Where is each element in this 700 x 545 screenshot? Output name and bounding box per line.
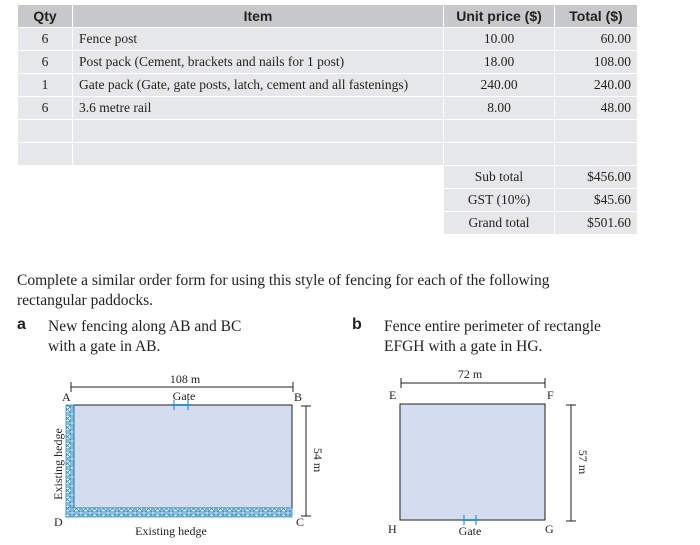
cell-qty: 6 [18,51,73,74]
summary-row-grand-total [18,212,638,235]
table-row [18,74,638,97]
header-item: Item [73,5,444,28]
hedge-left-label: Existing hedge [51,428,65,500]
width-label-a: 108 m [169,372,201,386]
cell-total: 108.00 [555,51,638,74]
table-header-row [18,5,638,28]
vertex-d: D [54,515,63,529]
table-row [18,51,638,74]
table-row-empty [18,120,638,143]
header-qty: Qty [18,5,73,28]
width-label-b: 72 m [457,367,483,381]
instructions-line-1: Complete a similar order form for using this style of fencing for each of the following [17,272,550,289]
cell-unit-price: 18.00 [444,51,555,74]
vertex-e: E [389,388,397,402]
vertex-a: A [62,390,71,404]
cell-item: 3.6 metre rail [73,97,444,120]
summary-row-gst [18,189,638,212]
question-a-line-1: New fencing along AB and BC [48,318,242,335]
question-b-label: b [352,316,362,333]
vertex-f: F [547,388,554,402]
question-a-line-2: with a gate in AB. [48,338,161,355]
cell-qty: 6 [18,97,73,120]
cell-item: Fence post [73,28,444,51]
gate-label-b: Gate [458,524,482,538]
hedge-left [66,405,74,517]
header-total: Total ($) [555,5,638,28]
hedge-bottom-label: Existing hedge [135,524,207,538]
summary-row-subtotal [18,166,638,189]
height-label-a: 54 m [311,447,325,473]
subtotal-value: $456.00 [555,166,638,189]
diagram-paddock-a [0,360,350,545]
paddock-abcd [74,405,292,508]
table-row [18,28,638,51]
header-unit-price: Unit price ($) [444,5,555,28]
question-b-line-2: EFGH with a gate in HG. [384,338,543,355]
grand-total-label: Grand total [444,212,555,235]
gate-label-a: Gate [172,389,196,403]
table-row-empty [18,143,638,166]
cell-total: 48.00 [555,97,638,120]
instructions-line-2: rectangular paddocks. [17,292,153,309]
cell-unit-price: 8.00 [444,97,555,120]
height-label-b: 57 m [576,449,590,475]
cell-qty: 1 [18,74,73,97]
order-form-table [17,4,638,235]
grand-total-value: $501.60 [555,212,638,235]
vertex-g: G [545,522,554,536]
gst-value: $45.60 [555,189,638,212]
cell-item: Post pack (Cement, brackets and nails for 1 post) [73,51,444,74]
cell-unit-price: 240.00 [444,74,555,97]
paddock-efgh [400,404,545,520]
hedge-bottom [66,508,292,517]
question-b-line-1: Fence entire perimeter of rectangle [384,318,601,335]
subtotal-label: Sub total [444,166,555,189]
diagram-paddock-b [360,360,600,545]
gst-label: GST (10%) [444,189,555,212]
cell-qty: 6 [18,28,73,51]
vertex-c: C [296,515,305,529]
cell-unit-price: 10.00 [444,28,555,51]
vertex-h: H [388,522,397,536]
cell-total: 240.00 [555,74,638,97]
cell-item: Gate pack (Gate, gate posts, latch, cement and all fastenings) [73,74,444,97]
table-row [18,97,638,120]
vertex-b: B [294,390,303,404]
question-a-label: a [17,316,26,333]
cell-total: 60.00 [555,28,638,51]
